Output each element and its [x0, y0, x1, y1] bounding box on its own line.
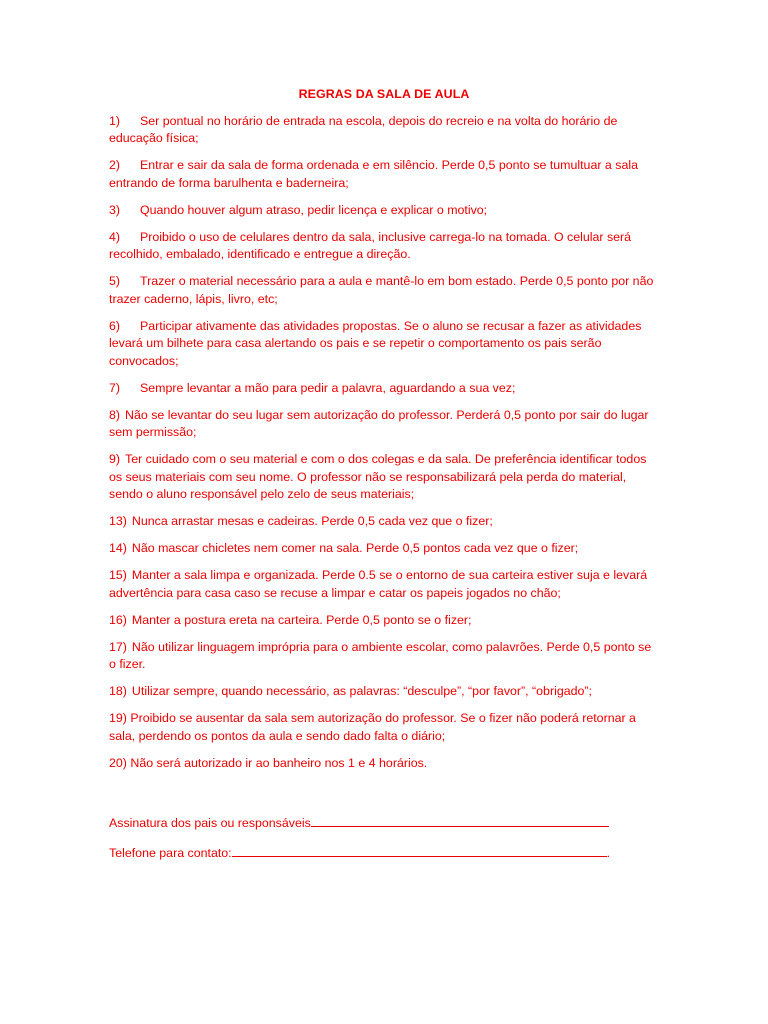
rule-number: 8): [109, 407, 121, 422]
rule-number: 20): [109, 755, 127, 770]
rule-number: 18): [109, 684, 127, 698]
rule-number: 15): [109, 568, 127, 582]
rule-text: Ser pontual no horário de entrada na escola, depois do recreio e na volta do horário de educação física;: [109, 113, 618, 145]
rule-text: Não utilizar linguagem imprópria para o ambiente escolar, como palavrões. Perde 0,5 ponto se o fizer.: [109, 639, 652, 671]
rule-item: [109, 157, 659, 192]
phone-blank[interactable]: [232, 844, 607, 857]
signature-line: [109, 814, 659, 833]
rule-number: 16): [109, 612, 127, 627]
rule-number: 7): [109, 380, 121, 395]
rule-item: [109, 567, 659, 602]
rule-text: Não mascar chicletes nem comer na sala. Perde 0,5 pontos cada vez que o fizer;: [131, 541, 579, 555]
rule-number: 17): [109, 639, 127, 654]
rule-number: 9): [109, 452, 121, 466]
section-spacer: [109, 782, 659, 814]
rule-item: [109, 612, 659, 630]
rule-number: 1): [109, 113, 121, 128]
phone-line: [109, 844, 659, 863]
phone-label: Telefone para contato:: [109, 846, 232, 860]
rule-text: Não será autorizado ir ao banheiro nos 1 e 4 horários.: [130, 755, 428, 770]
rule-item: [109, 513, 659, 531]
rule-item: [109, 318, 659, 371]
rule-item: [109, 380, 659, 398]
rule-number: 5): [109, 274, 121, 288]
rule-text: Ter cuidado com o seu material e com o dos colegas e da sala. De preferência identificar todos os seus materiais com seu nome. O professor não se responsabilizará pela perda do material, sendo o aluno responsável pelo zelo de seus materiais;: [109, 452, 647, 501]
rule-text: Manter a postura ereta na carteira. Perde 0,5 ponto se o fizer;: [131, 612, 472, 627]
rule-item: [109, 113, 659, 148]
rule-item: [109, 202, 659, 220]
document-page: [109, 86, 659, 875]
rule-text: Trazer o material necessário para a aula e mantê-lo em bom estado. Perde 0,5 ponto por não trazer caderno, lápis, livro, etc;: [109, 274, 654, 306]
signature-label: Assinatura dos pais ou responsáveis: [109, 815, 311, 830]
phone-suffix: .: [606, 846, 611, 860]
rule-number: 6): [109, 318, 121, 333]
rule-text: Proibido se ausentar da sala sem autorização do professor. Se o fizer não poderá retornar a sala, perdendo os pontos da aula e sendo dado falta o diário;: [109, 711, 636, 743]
rule-item: [109, 755, 659, 773]
rule-item: [109, 407, 659, 442]
rule-number: 2): [109, 158, 121, 172]
rule-text: Quando houver algum atraso, pedir licença e explicar o motivo;: [140, 202, 488, 217]
rule-text: Manter a sala limpa e organizada. Perde 0.5 se o entorno de sua carteira estiver suja e levará advertência para casa caso se recuse a limpar e catar os papeis jogados no chão;: [109, 568, 648, 600]
rule-text: Nunca arrastar mesas e cadeiras. Perde 0,5 cada vez que o fizer;: [131, 514, 493, 528]
rule-text: Utilizar sempre, quando necessário, as palavras: “desculpe”, “por favor”, “obrigado”;: [131, 684, 592, 698]
rule-item: [109, 540, 659, 558]
rule-text: Não se levantar do seu lugar sem autorização do professor. Perderá 0,5 ponto por sair do lugar sem permissão;: [109, 407, 649, 439]
rule-number: 13): [109, 514, 127, 528]
rule-item: [109, 273, 659, 308]
rule-number: 19): [109, 711, 127, 725]
rule-number: 4): [109, 229, 121, 244]
rule-text: Participar ativamente das atividades propostas. Se o aluno se recusar a fazer as atividades levará um bilhete para casa alertando os pais e se repetir o comportamento os pais serão convocados;: [109, 318, 642, 368]
document-title: REGRAS DA SALA DE AULA: [298, 87, 470, 101]
rule-item: [109, 683, 659, 701]
rule-text: Entrar e sair da sala de forma ordenada e em silêncio. Perde 0,5 ponto se tumultuar a sala entrando de forma barulhenta e baderneira;: [109, 158, 638, 190]
rule-text: Proibido o uso de celulares dentro da sala, inclusive carrega-lo na tomada. O celular será recolhido, embalado, identificado e entregue a direção.: [109, 229, 632, 261]
rule-item: [109, 229, 659, 264]
signature-blank[interactable]: [311, 814, 609, 827]
rule-text: Sempre levantar a mão para pedir a palavra, aguardando a sua vez;: [140, 380, 516, 395]
rule-item: [109, 451, 659, 504]
rule-number: 3): [109, 202, 121, 217]
rule-item: [109, 639, 659, 674]
rule-item: [109, 710, 659, 745]
rule-number: 14): [109, 541, 127, 555]
